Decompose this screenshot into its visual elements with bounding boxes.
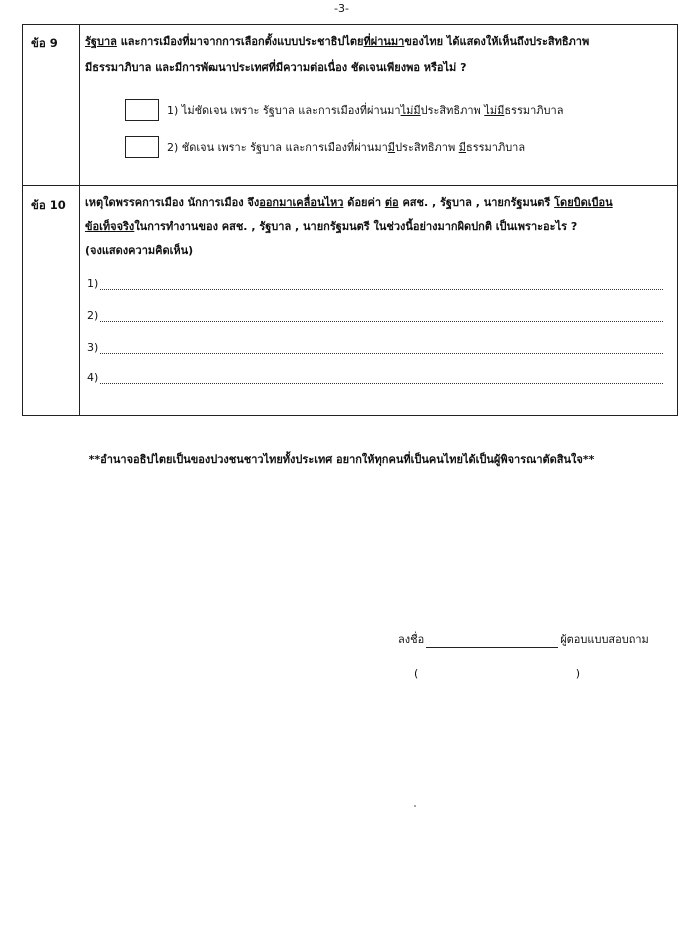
answer-line-number: 2) bbox=[87, 309, 99, 322]
page-number: -3- bbox=[334, 2, 349, 15]
q10-question-line1 bbox=[85, 191, 673, 215]
q10-text-segment: ข้อเท็จจริง bbox=[85, 220, 135, 233]
option-text-segment: มี bbox=[458, 141, 466, 154]
stray-dot bbox=[414, 805, 416, 807]
option-text-segment: ไม่มี bbox=[400, 104, 421, 117]
footer-note: **อำนาจอธิปไตยเป็นของปวงชนชาวไทยทั้งประเทศ อยากให้ทุกคนที่เป็นคนไทยได้เป็นผู้พิจารณาตัดสินใจ** bbox=[88, 453, 595, 466]
q10-text-segment: ในการทำงานของ คสช. , รัฐบาล , นายกรัฐมนตรี ในช่วงนี้อย่างมากผิดปกติ เป็นเพราะอะไร ? bbox=[134, 220, 578, 233]
q9-option-2 bbox=[125, 135, 525, 159]
q10-answer-line-4[interactable] bbox=[87, 371, 663, 384]
answer-line-number: 1) bbox=[87, 277, 99, 290]
option-text-segment: ธรรมาภิบาล bbox=[465, 141, 526, 154]
q9-text-segment: ที่ผ่านมา bbox=[363, 35, 405, 48]
q9-option-2-checkbox[interactable] bbox=[125, 136, 159, 158]
signature-prefix: ลงชื่อ bbox=[398, 633, 425, 646]
option-text-segment: 2) ชัดเจน เพราะ รัฐบาล และการเมืองที่ผ่านมา bbox=[167, 141, 388, 154]
answer-dotted-line bbox=[100, 279, 663, 290]
q10-text-segment: คสช. , รัฐบาล , นายกรัฐมนตรี bbox=[398, 196, 555, 209]
close-paren: ) bbox=[575, 667, 580, 680]
q10-text-segment: ด้อยค่า bbox=[343, 196, 385, 209]
q9-label: ข้อ 9 bbox=[31, 36, 58, 50]
signature-name-parentheses[interactable] bbox=[414, 667, 580, 680]
q10-answer-line-2[interactable] bbox=[87, 309, 663, 322]
signature-line[interactable] bbox=[426, 635, 558, 648]
q9-text-segment: และการเมืองที่มาจากการเลือกตั้งแบบประชาธิปไตย bbox=[116, 35, 364, 48]
q10-answer-line-3[interactable] bbox=[87, 341, 663, 354]
q10-text-segment: ต่อ bbox=[384, 196, 399, 209]
q9-option-2-label bbox=[167, 138, 525, 156]
answer-line-number: 4) bbox=[87, 371, 99, 384]
option-text-segment: ประสิทธิภาพ bbox=[395, 141, 459, 154]
q10-question-line2 bbox=[85, 215, 673, 239]
q9-option-1-label bbox=[167, 101, 563, 119]
q10-label: ข้อ 10 bbox=[31, 198, 66, 212]
q10-text-segment: โดยบิดเบือน bbox=[554, 196, 613, 209]
q9-question bbox=[85, 29, 673, 81]
questions-table bbox=[22, 24, 678, 416]
row-divider bbox=[23, 185, 677, 186]
signature-suffix: ผู้ตอบแบบสอบถาม bbox=[560, 633, 649, 646]
signature-row bbox=[398, 630, 649, 648]
answer-dotted-line bbox=[100, 373, 663, 384]
q9-text-segment: รัฐบาล bbox=[85, 35, 117, 48]
q9-question-line2: มีธรรมาภิบาล และมีการพัฒนาประเทศที่มีความต่อเนื่อง ชัดเจนเพียงพอ หรือไม่ ? bbox=[85, 61, 467, 74]
option-text-segment: ประสิทธิภาพ bbox=[420, 104, 485, 117]
q9-text-segment: ของไทย ได้แสดงให้เห็นถึงประสิทธิภาพ bbox=[404, 35, 590, 48]
q10-text-segment: ออกมาเคลื่อนไหว bbox=[259, 196, 344, 209]
answer-dotted-line bbox=[100, 311, 663, 322]
q10-question-line3: (จงแสดงความคิดเห็น) bbox=[85, 244, 194, 257]
q9-question-line1 bbox=[85, 29, 673, 55]
column-divider bbox=[79, 25, 80, 415]
open-paren: ( bbox=[414, 667, 419, 680]
option-text-segment: 1) ไม่ชัดเจน เพราะ รัฐบาล และการเมืองที่ผ่านมา bbox=[167, 104, 401, 117]
q9-option-1-checkbox[interactable] bbox=[125, 99, 159, 121]
answer-line-number: 3) bbox=[87, 341, 99, 354]
answer-dotted-line bbox=[100, 343, 663, 354]
option-text-segment: มี bbox=[387, 141, 396, 154]
q10-question bbox=[85, 191, 673, 263]
q10-text-segment: เหตุใดพรรคการเมือง นักการเมือง จึง bbox=[85, 196, 260, 209]
q10-answer-line-1[interactable] bbox=[87, 277, 663, 290]
q9-option-1 bbox=[125, 98, 563, 122]
option-text-segment: ธรรมาภิบาล bbox=[504, 104, 564, 117]
option-text-segment: ไม่มี bbox=[484, 104, 505, 117]
